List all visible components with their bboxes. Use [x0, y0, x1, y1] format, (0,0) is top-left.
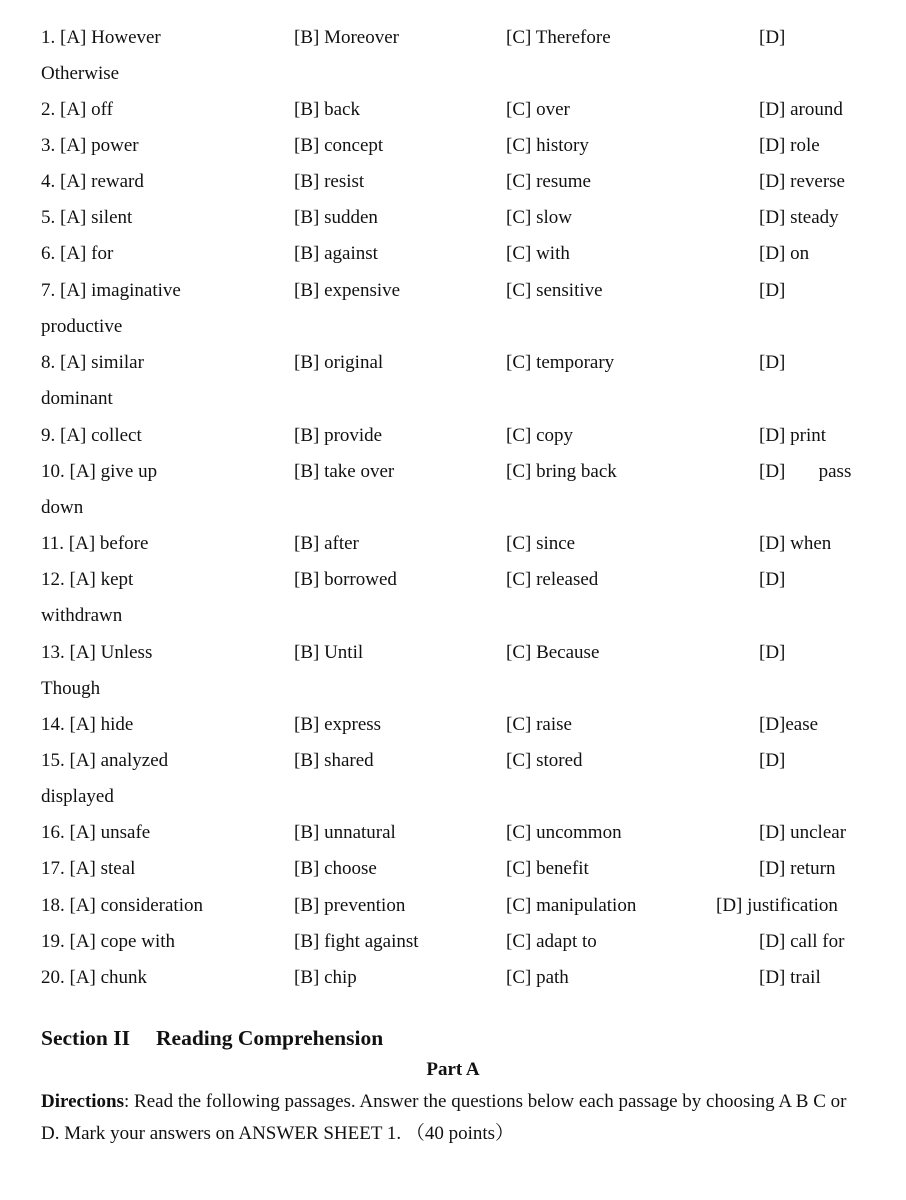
option-c: [C] uncommon: [506, 822, 622, 843]
question-row: [0, 273, 906, 309]
option-c: [C] adapt to: [506, 931, 597, 952]
option-a: 9. [A] collect: [41, 425, 142, 446]
option-d: [D] on: [759, 243, 810, 264]
section-heading: [41, 1022, 383, 1054]
option-d: [D] when: [759, 533, 832, 554]
option-b: [B] back: [294, 99, 360, 120]
option-a: 4. [A] reward: [41, 171, 144, 192]
option-b: [B] original: [294, 352, 384, 373]
option-a: 15. [A] analyzed: [41, 750, 169, 771]
option-b: [B] provide: [294, 425, 383, 446]
option-d: [D] trail: [759, 967, 821, 988]
option-b: [B] shared: [294, 750, 374, 771]
option-d-continued: Otherwise: [41, 63, 120, 84]
option-c: [C] temporary: [506, 352, 615, 373]
option-d-continued: displayed: [41, 786, 114, 807]
part-heading: Part A: [426, 1059, 480, 1080]
question-row: [0, 164, 906, 200]
option-a: 18. [A] consideration: [41, 895, 203, 916]
option-d-continued: down: [41, 497, 84, 518]
option-d: [D] print: [759, 425, 827, 446]
option-a: 1. [A] However: [41, 27, 161, 48]
option-d: [D] justification: [716, 895, 838, 916]
option-d: [D]: [759, 27, 786, 48]
question-row: [0, 924, 906, 960]
option-a: 7. [A] imaginative: [41, 280, 181, 301]
option-d: [D] pass: [759, 461, 852, 482]
option-c: [C] sensitive: [506, 280, 603, 301]
wrapped-line: [0, 381, 906, 417]
wrapped-line: [0, 598, 906, 634]
option-a: 17. [A] steal: [41, 858, 136, 879]
option-c: [C] history: [506, 135, 589, 156]
question-row: [0, 960, 906, 996]
option-a: 3. [A] power: [41, 135, 139, 156]
option-b: [B] Until: [294, 642, 364, 663]
option-a: 12. [A] kept: [41, 569, 134, 590]
question-row: [0, 707, 906, 743]
wrapped-line: [0, 309, 906, 345]
option-a: 2. [A] off: [41, 99, 113, 120]
question-row: [0, 20, 906, 56]
option-b: [B] borrowed: [294, 569, 397, 590]
directions-text: : Read the following passages. Answer the questions below each passage by choosing A B C or D. Mark your answers on ANSWER SHEET 1. （40 points）: [41, 1091, 847, 1144]
option-b: [B] take over: [294, 461, 395, 482]
question-row: [0, 200, 906, 236]
option-a: 8. [A] similar: [41, 352, 144, 373]
wrapped-line: [0, 671, 906, 707]
option-a: 19. [A] cope with: [41, 931, 176, 952]
wrapped-line: [0, 56, 906, 92]
option-b: [B] unnatural: [294, 822, 396, 843]
option-b: [B] after: [294, 533, 359, 554]
option-a: 11. [A] before: [41, 533, 149, 554]
option-d-continued: dominant: [41, 388, 113, 409]
option-c: [C] stored: [506, 750, 583, 771]
option-d: [D]ease: [759, 714, 819, 735]
question-row: [0, 526, 906, 562]
option-a: 6. [A] for: [41, 243, 114, 264]
directions-label: Directions: [41, 1091, 125, 1112]
option-a: 16. [A] unsafe: [41, 822, 151, 843]
option-a: 14. [A] hide: [41, 714, 134, 735]
option-d: [D] role: [759, 135, 820, 156]
directions-paragraph: [41, 1086, 861, 1150]
question-row: [0, 92, 906, 128]
option-a: 5. [A] silent: [41, 207, 133, 228]
question-row: [0, 815, 906, 851]
question-row: [0, 635, 906, 671]
question-row: [0, 418, 906, 454]
option-b: [B] Moreover: [294, 27, 399, 48]
option-a: 13. [A] Unless: [41, 642, 153, 663]
option-c: [C] slow: [506, 207, 572, 228]
option-d: [D] unclear: [759, 822, 847, 843]
option-c: [C] manipulation: [506, 895, 637, 916]
option-c: [C] bring back: [506, 461, 617, 482]
option-d: [D] return: [759, 858, 836, 879]
option-d: [D]: [759, 750, 786, 771]
option-b: [B] chip: [294, 967, 357, 988]
question-row: [0, 888, 906, 924]
option-c: [C] Therefore: [506, 27, 611, 48]
option-b: [B] prevention: [294, 895, 406, 916]
option-d-continued: productive: [41, 316, 123, 337]
option-d-continued: Though: [41, 678, 101, 699]
option-b: [B] sudden: [294, 207, 378, 228]
section-title: Reading Comprehension: [156, 1026, 384, 1050]
option-c: [C] released: [506, 569, 599, 590]
wrapped-line: [0, 779, 906, 815]
question-row: [0, 851, 906, 887]
option-d: [D]: [759, 569, 786, 590]
option-c: [C] resume: [506, 171, 591, 192]
option-b: [B] fight against: [294, 931, 419, 952]
option-b: [B] choose: [294, 858, 377, 879]
option-c: [C] raise: [506, 714, 572, 735]
option-d: [D] reverse: [759, 171, 845, 192]
option-c: [C] copy: [506, 425, 574, 446]
option-c: [C] benefit: [506, 858, 589, 879]
option-d: [D]: [759, 642, 786, 663]
option-c: [C] over: [506, 99, 570, 120]
question-row: [0, 236, 906, 272]
option-d: [D]: [759, 280, 786, 301]
option-d-continued: withdrawn: [41, 605, 123, 626]
option-c: [C] since: [506, 533, 576, 554]
option-b: [B] expensive: [294, 280, 401, 301]
option-b: [B] resist: [294, 171, 365, 192]
option-d: [D] around: [759, 99, 843, 120]
option-d: [D] steady: [759, 207, 839, 228]
option-b: [B] against: [294, 243, 378, 264]
section-number: Section II: [41, 1026, 130, 1050]
wrapped-line: [0, 490, 906, 526]
question-row: [0, 562, 906, 598]
option-c: [C] with: [506, 243, 570, 264]
option-a: 20. [A] chunk: [41, 967, 148, 988]
question-row: [0, 128, 906, 164]
option-c: [C] path: [506, 967, 569, 988]
option-b: [B] express: [294, 714, 382, 735]
option-a: 10. [A] give up: [41, 461, 158, 482]
option-d: [D]: [759, 352, 786, 373]
question-row: [0, 345, 906, 381]
question-row: [0, 454, 906, 490]
question-row: [0, 743, 906, 779]
option-b: [B] concept: [294, 135, 384, 156]
option-c: [C] Because: [506, 642, 600, 663]
option-d: [D] call for: [759, 931, 845, 952]
